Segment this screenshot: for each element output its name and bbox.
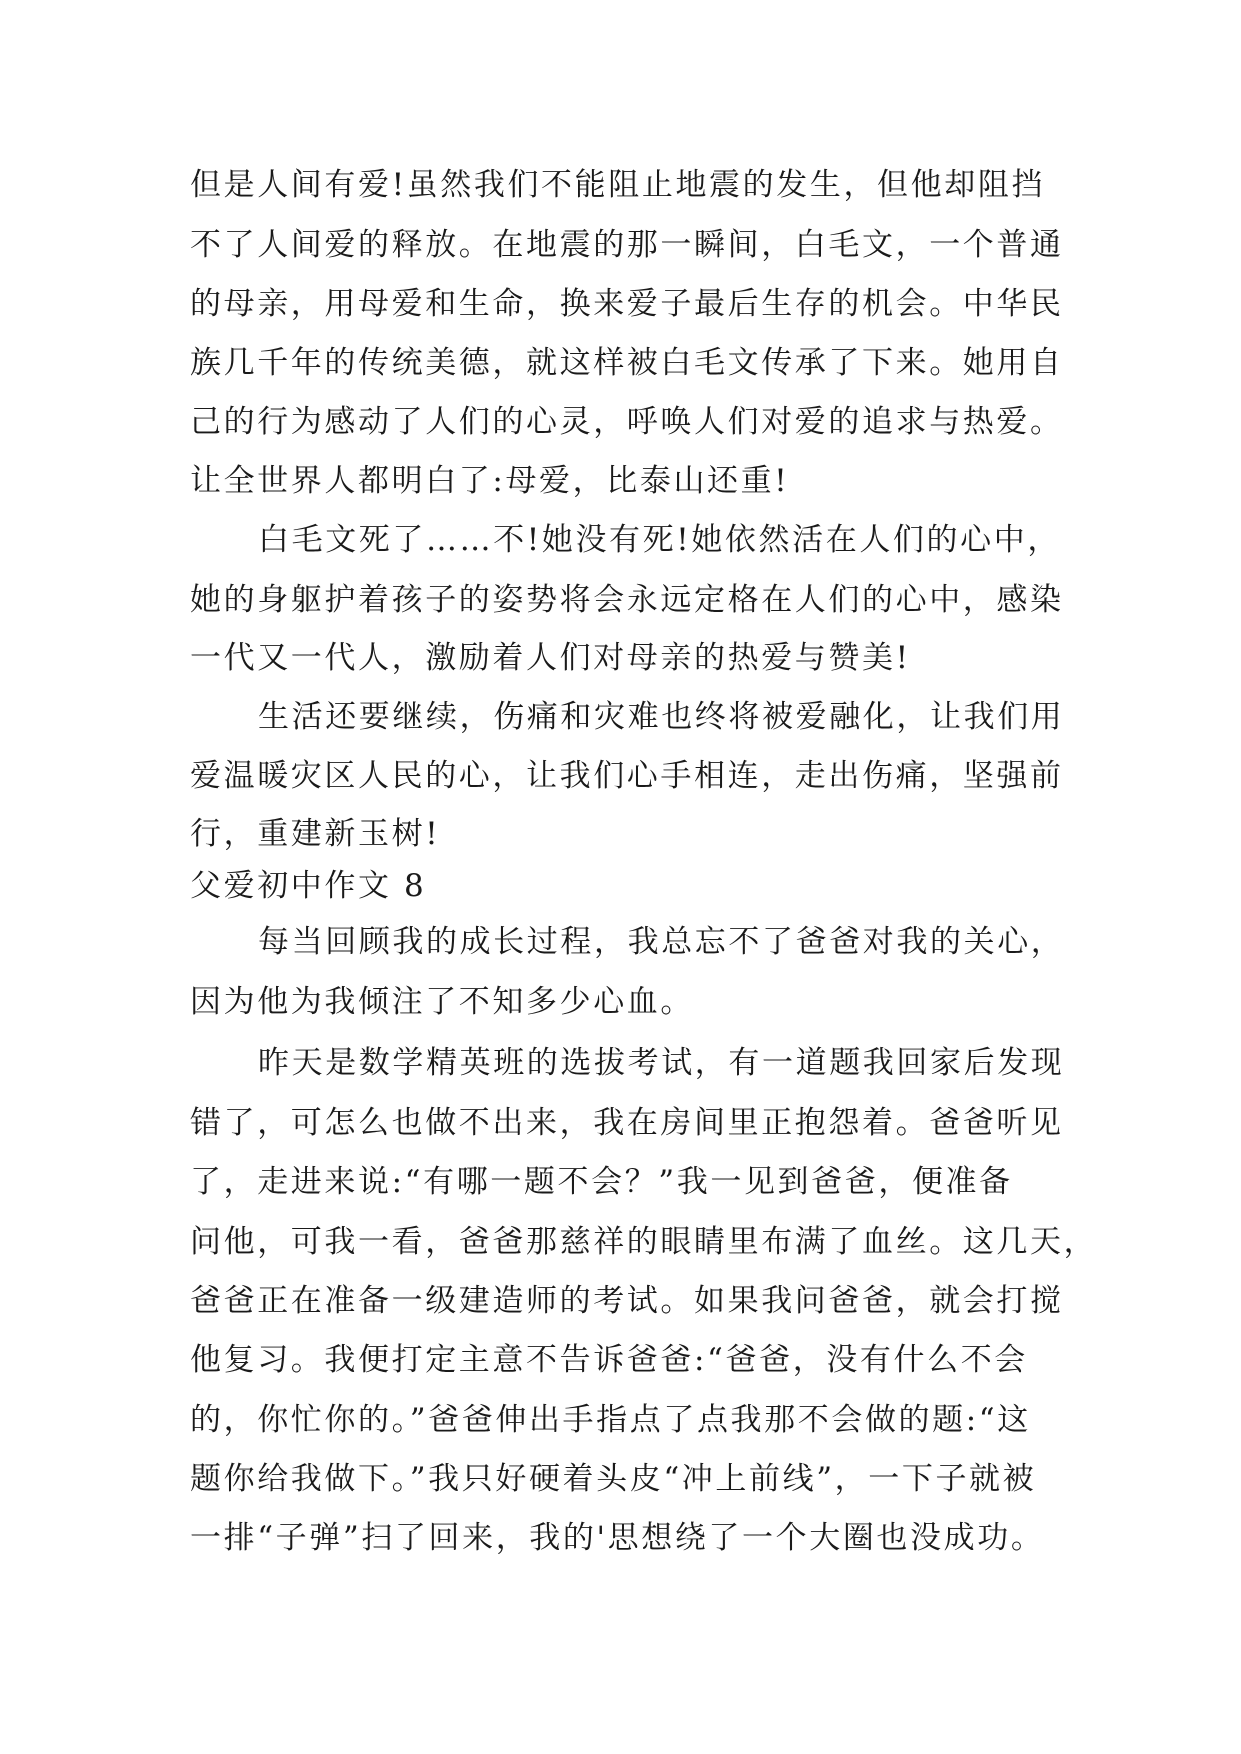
text-line: 昨天是数学精英班的选拔考试，有一道题我回家后发现 [258,1045,1065,1081]
text-line: 每当回顾我的成长过程，我总忘不了爸爸对我的关心， [258,924,1065,960]
text-line: 她的身躯护着孩子的姿势将会永远定格在人们的心中，感染 [190,582,1064,618]
text-line: 一代又一代人，激励着人们对母亲的热爱与赞美! [190,640,911,676]
text-line: 的，你忙你的。”爸爸伸出手指点了点我那不会做的题:“这 [190,1402,1031,1438]
text-line: 白毛文死了……不!她没有死!她依然活在人们的心中， [258,522,1061,558]
text-line: 己的行为感动了人们的心灵，呼唤人们对爱的追求与热爱。 [190,404,1064,440]
text-line: 爸爸正在准备一级建造师的考试。如果我问爸爸，就会打搅 [190,1283,1064,1319]
text-line: 族几千年的传统美德，就这样被白毛文传承了下来。她用自 [190,345,1064,381]
text-line: 让全世界人都明白了:母爱，比泰山还重! [190,463,790,499]
text-line: 了，走进来说:“有哪一题不会？”我一见到爸爸，便准备 [190,1164,1013,1200]
text-line: 他复习。我便打定主意不告诉爸爸:“爸爸，没有什么不会 [190,1342,1028,1378]
text-line: 爱温暖灾区人民的心，让我们心手相连，走出伤痛，坚强前 [190,758,1064,794]
text-line: 问他，可我一看，爸爸那慈祥的眼睛里布满了血丝。这几天， [190,1224,1098,1260]
text-line: 一排“子弹”扫了回来，我的'思想绕了一个大圈也没成功。 [190,1520,1045,1556]
text-line: 题你给我做下。”我只好硬着头皮“冲上前线”，一下子就被 [190,1461,1037,1497]
text-line: 生活还要继续，伤痛和灾难也终将被爱融化，让我们用 [258,699,1065,735]
text-line: 的母亲，用母爱和生命，换来爱子最后生存的机会。中华民 [190,286,1064,322]
text-line: 错了，可怎么也做不出来，我在房间里正抱怨着。爸爸听见 [190,1105,1064,1141]
text-line: 不了人间爱的释放。在地震的那一瞬间，白毛文，一个普通 [190,227,1064,263]
text-line: 但是人间有爱!虽然我们不能阻止地震的发生，但他却阻挡 [190,167,1046,203]
section-heading: 父爱初中作文 8 [190,868,427,904]
text-line: 因为他为我倾注了不知多少心血。 [190,984,694,1020]
text-line: 行，重建新玉树! [190,816,441,852]
